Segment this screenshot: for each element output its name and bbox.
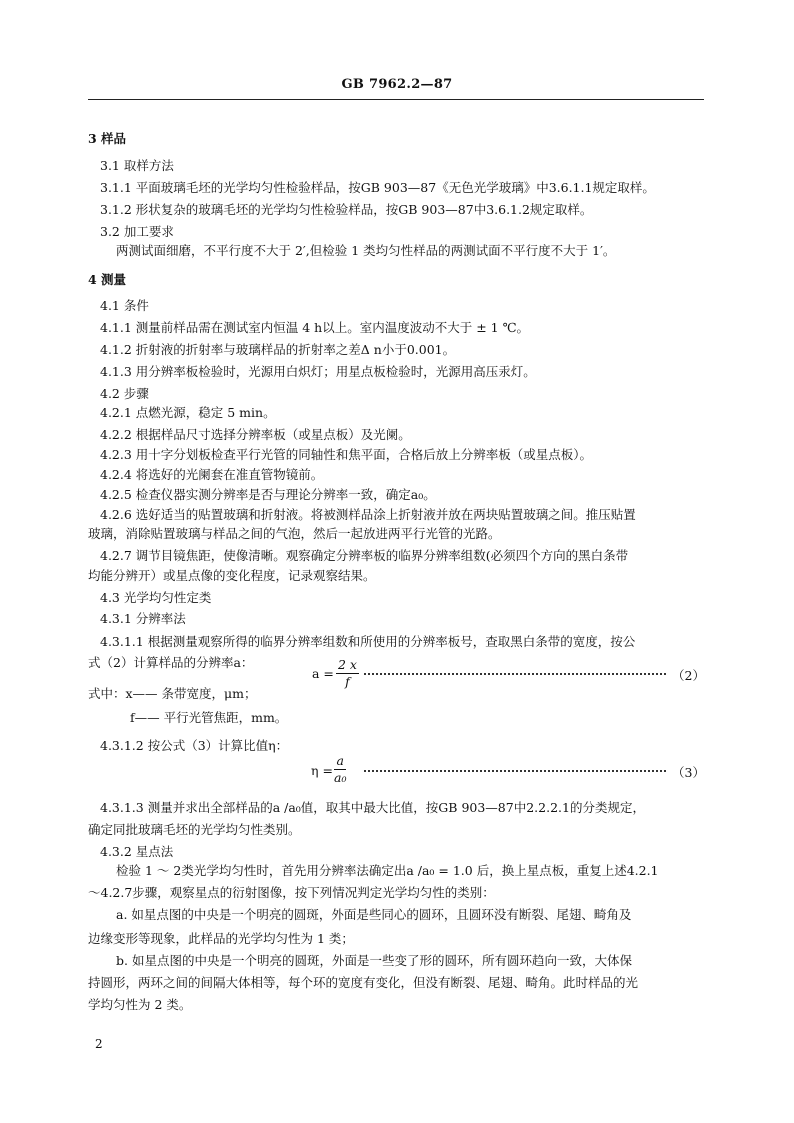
text-line: 检验 1 ～ 2类光学均匀性时，首先用分辨率法确定出a /a₀ = 1.0 后，换上星点板，重复上述4.2.1 bbox=[116, 863, 659, 878]
text-line: 持圆形，两环之间的间隔大体相等，每个环的宽度有变化，但没有断裂、尾翅、畸角。此时样品的光 bbox=[88, 975, 639, 990]
text-line: a. 如星点图的中央是一个明亮的圆斑，外面是些同心的圆环，且圆环没有断裂、尾翅、畸角及 bbox=[116, 907, 632, 922]
text-line: 均能分辨开）或星点像的变化程度，记录观察结果。 bbox=[88, 568, 376, 583]
text-line: 式（2）计算样品的分辨率a： bbox=[88, 655, 254, 670]
text-line: 4.3.1.3 测量并求出全部样品的a /a₀值，取其中最大比值，按GB 903—87中2.2.2.1的分类规定， bbox=[100, 800, 645, 815]
text-line: ～4.2.7步骤，观察星点的衍射图像，按下列情况判定光学均匀性的类别： bbox=[88, 885, 495, 900]
text-line: 学均匀性为 2 类。 bbox=[88, 997, 192, 1012]
page-number: 2 bbox=[95, 1037, 103, 1051]
formula-3-numerator: a bbox=[334, 753, 346, 770]
text-line: 3.1.2 形状复杂的玻璃毛坯的光学均匀性检验样品，按GB 903—87中3.6.1.2规定取样。 bbox=[100, 202, 593, 217]
text-line: 4.2.4 将选好的光阑套在准直管物镜前。 bbox=[100, 467, 324, 482]
text-line: 4.1.3 用分辨率板检验时，光源用白炽灯；用星点板检验时，光源用高压汞灯。 bbox=[100, 364, 536, 379]
text-line: 3.1.1 平面玻璃毛坯的光学均匀性检验样品，按GB 903—87《无色光学玻璃》中3.6.1.1规定取样。 bbox=[100, 180, 655, 195]
text-line: 玻璃，消除贴置玻璃与样品之间的气泡，然后一起放进两平行光管的光路。 bbox=[88, 526, 501, 541]
text-line: 4.2.2 根据样品尺寸选择分辨率板（或星点板）及光阑。 bbox=[100, 427, 411, 442]
text-line: 4.3 光学均匀性定类 bbox=[100, 590, 212, 605]
text-line: 4.2.3 用十字分划板检查平行光管的同轴性和焦平面，合格后放上分辨率板（或星点板）。 bbox=[100, 447, 593, 462]
text-line: 4.2.1 点燃光源，稳定 5 min。 bbox=[100, 405, 276, 420]
formula-3-lhs: η = bbox=[311, 763, 333, 778]
formula-2-fraction bbox=[336, 657, 359, 689]
text-line: 4 测量 bbox=[88, 272, 127, 287]
formula-3-number: （3） bbox=[672, 765, 705, 780]
text-line: 4.3.1.1 根据测量观察所得的临界分辨率组数和所使用的分辨率板号，查取黑白条带的宽度，按公 bbox=[100, 634, 636, 649]
formula-2-lhs: a = bbox=[312, 666, 334, 681]
text-line: 4.1.1 测量前样品需在测试室内恒温 4 h以上。室内温度波动不大于 ± 1 ℃。 bbox=[100, 320, 530, 335]
text-line: 边缘变形等现象，此样品的光学均匀性为 1 类； bbox=[88, 931, 354, 946]
page-header: GB 7962.2—87 bbox=[341, 77, 453, 92]
text-line: 4.2.5 检查仪器实测分辨率是否与理论分辨率一致，确定a₀。 bbox=[100, 487, 436, 502]
text-line: 4.3.1 分辨率法 bbox=[100, 611, 186, 626]
formula-2-number: （2） bbox=[672, 668, 705, 683]
formula-2-numerator: 2 x bbox=[338, 657, 357, 672]
text-line: 两测试面细磨，不平行度不大于 2′,但检验 1 类均匀性样品的两测试面不平行度不大于 1′。 bbox=[116, 243, 616, 258]
text-line: f—— 平行光管焦距，mm。 bbox=[130, 710, 288, 725]
text-line: 3 样品 bbox=[88, 131, 127, 146]
text-line: 4.1.2 折射液的折射率与玻璃样品的折射率之差Δ n小于0.001。 bbox=[100, 342, 456, 357]
text-line: 确定同批玻璃毛坯的光学均匀性类别。 bbox=[88, 822, 301, 837]
header-rule bbox=[88, 99, 704, 100]
formula-2-denominator: f bbox=[345, 674, 350, 689]
formula-3-fraction bbox=[334, 753, 346, 785]
text-line: 4.3.1.2 按公式（3）计算比值η： bbox=[100, 738, 289, 753]
text-line: 3.2 加工要求 bbox=[100, 224, 174, 239]
text-line: 3.1 取样方法 bbox=[100, 158, 174, 173]
text-line: 4.2.6 选好适当的贴置玻璃和折射液。将被测样品涂上折射液并放在两块贴置玻璃之间。推压贴置 bbox=[100, 507, 636, 522]
formula-2-leader bbox=[364, 673, 666, 675]
text-line: 4.1 条件 bbox=[100, 298, 149, 313]
text-line: b. 如星点图的中央是一个明亮的圆斑，外面是一些变了形的圆环，所有圆环趋向一致，大体保 bbox=[116, 953, 632, 968]
formula-3-leader bbox=[364, 770, 666, 772]
text-line: 4.2.7 调节目镜焦距，使像清晰。观察确定分辨率板的临界分辨率组数(必须四个方向的黑白条带 bbox=[100, 548, 629, 563]
text-line: 式中：x—— 条带宽度，μm； bbox=[88, 686, 257, 701]
text-line: 4.2 步骤 bbox=[100, 386, 149, 401]
text-line: 4.3.2 星点法 bbox=[100, 844, 174, 859]
formula-3-denominator: a₀ bbox=[334, 770, 347, 785]
